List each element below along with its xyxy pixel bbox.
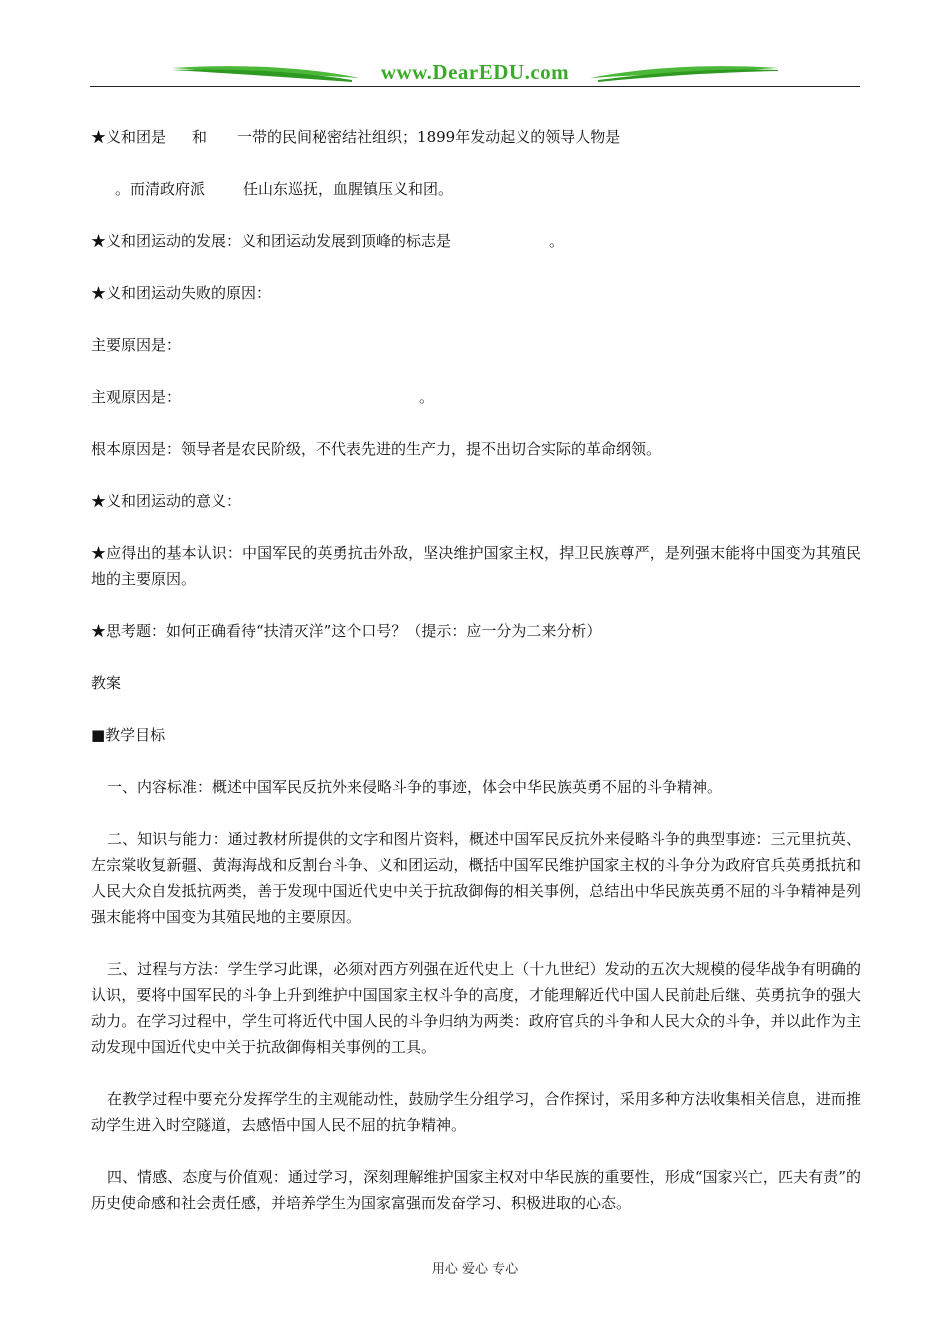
objective-paragraph-1: 一、内容标准：概述中国军民反抗外来侵略斗争的事迹，体会中华民族英勇不屈的斗争精神。 [107,778,723,796]
question-line-1: ★义和团是 和 一带的民间秘密结社组织；1899年发动起义的领导人物是 [91,128,621,146]
question-line-7: 根本原因是：领导者是农民阶级，不代表先进的生产力，提不出切合实际的革命纲领。 [91,440,662,458]
question-line-2: 。而清政府派 任山东巡抚，血腥镇压义和团。 [115,180,454,198]
question-line-9: ★应得出的基本认识：中国军民的英勇抗击外敌，坚决维护国家主权，捍卫民族尊严，是列强末能将中国变为其殖民地的主要原因。 [91,544,861,588]
question-line-5: 主要原因是： [91,336,182,354]
question-line-4: ★义和团运动失败的原因： [91,284,272,302]
objective-paragraph-2: 二、知识与能力：通过教材所提供的文字和图片资料，概述中国军民反抗外来侵略斗争的典型事迹：三元里抗英、左宗棠收复新疆、黄海海战和反割台斗争、义和团运动，概括中国军民维护国家主权的斗争分为政府官兵英勇抵抗和人民大众自发抵抗两类，善于发现中国近代史中关于抗敌御侮的相关事例，总结出中华民族英勇不屈的斗争精神是列强末能将中国变为其殖民地的主要原因。 [91,830,861,926]
objective-paragraph-5: 四、情感、态度与价值观：通过学习，深刻理解维护国家主权对中华民族的重要性，形成“国家兴亡，匹夫有责”的历史使命感和社会责任感，并培养学生为国家富强而发奋学习、积极进取的心态。 [91,1168,861,1212]
site-logo-text[interactable]: www.DearEDU.com [380,60,570,84]
question-line-10: ★思考题：如何正确看待“扶清灭洋”这个口号？（提示：应一分为二来分析） [91,622,602,640]
question-line-3: ★义和团运动的发展：义和团运动发展到顶峰的标志是 。 [91,232,565,250]
section-heading-objectives: ■教学目标 [91,726,166,744]
page-footer: 用心 爱心 专心 [431,1262,519,1277]
question-line-6: 主观原因是： 。 [91,388,435,406]
objective-paragraph-3: 三、过程与方法：学生学习此课，必须对西方列强在近代史上（十九世纪）发动的五次大规模的侵华战争有明确的认识，要将中国军民的斗争上升到维护中国国家主权斗争的高度，才能理解近代中国人民前赴后继、英勇抗争的强大动力。在学习过程中，学生可将近代中国人民的斗争归纳为两类：政府官兵的斗争和人民大众的斗争，并以此作为主动发现中国近代史中关于抗敌御侮相关事例的工具。 [91,960,861,1056]
header-rule [90,86,860,87]
question-line-8: ★义和团运动的意义： [91,492,242,510]
section-heading-jiaoan: 教案 [91,674,122,692]
objective-paragraph-4: 在教学过程中要充分发挥学生的主观能动性，鼓励学生分组学习，合作探讨，采用多种方法收集相关信息，进而推动学生进入时空隧道，去感悟中国人民不屈的抗争精神。 [91,1090,861,1134]
